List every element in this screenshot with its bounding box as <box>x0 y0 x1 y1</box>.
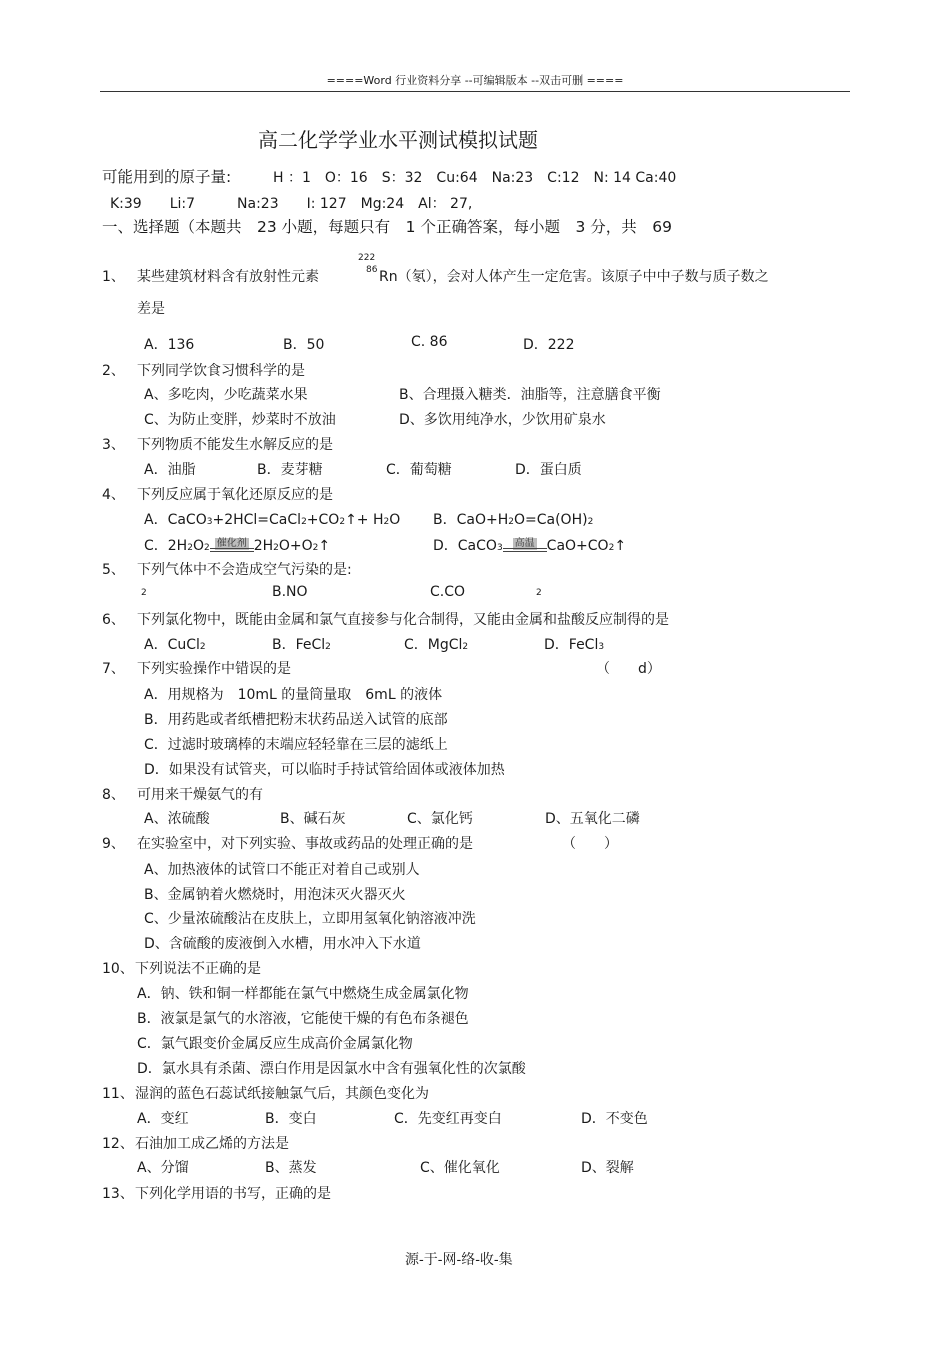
q1-option-b: B．50 <box>283 337 325 353</box>
q9-option-a: A、加热液体的试管口不能正对着自己或别人 <box>144 862 420 878</box>
q7-option-d: D．如果没有试管夹，可以临时手持试管给固体或液体加热 <box>144 762 505 778</box>
q12-number: 12、 <box>102 1136 134 1152</box>
q3-option-b: B．麦芽糖 <box>257 462 323 478</box>
q9-blank: （ ） <box>562 836 618 852</box>
q5-option-c: C.CO <box>430 584 466 600</box>
q10-option-b: B．液氯是氯气的水溶液，它能使干燥的有色布条褪色 <box>137 1011 469 1027</box>
q7-answer: （ d） <box>596 661 661 677</box>
high-temp-arrow: 高温 <box>503 538 547 550</box>
q3-option-c: C．葡萄糖 <box>386 462 452 478</box>
q9-option-d: D、含硫酸的废液倒入水槽，用水冲入下水道 <box>144 936 421 952</box>
q10-text: 下列说法不正确的是 <box>135 961 261 977</box>
q12-option-a: A、分馏 <box>137 1160 189 1176</box>
header-rule <box>100 91 850 92</box>
q9-option-c: C、少量浓硫酸沾在皮肤上，立即用氢氧化钠溶液冲洗 <box>144 911 476 927</box>
q3-number: 3、 <box>102 437 125 453</box>
q12-option-d: D、裂解 <box>581 1160 634 1176</box>
q2-option-c: C、为防止变胖，炒菜时不放油 <box>144 412 336 428</box>
q7-option-b: B．用药匙或者纸槽把粉末状药品送入试管的底部 <box>144 712 448 728</box>
q7-number: 7、 <box>102 661 125 677</box>
q1-text-a: 某些建筑材料含有放射性元素 <box>137 269 319 285</box>
q4-option-a: A．CaCO3+2HCl=CaCl2+CO2↑+ H2O <box>144 512 401 528</box>
q11-option-b: B．变白 <box>265 1111 317 1127</box>
q6-number: 6、 <box>102 612 125 628</box>
q7-option-a: A．用规格为 10mL 的量筒量取 6mL 的液体 <box>144 687 443 703</box>
q1-option-d: D．222 <box>523 337 575 353</box>
q1-option-c: C. 86 <box>411 334 448 350</box>
q9-text: 在实验室中，对下列实验、事故或药品的处理正确的是 <box>137 836 473 852</box>
q6-text: 下列氯化物中，既能由金属和氯气直接参与化合制得，又能由金属和盐酸反应制得的是 <box>137 612 669 628</box>
q6-option-a: A．CuCl2 <box>144 637 206 653</box>
q8-option-b: B、碱石灰 <box>280 811 346 827</box>
atomic-mass-line1: H ：1 O：16 S：32 Cu:64 Na:23 C:12 N: 14 Ca:40 <box>273 170 677 186</box>
q8-text: 可用来干燥氨气的有 <box>137 787 263 803</box>
q6-option-b: B．FeCl2 <box>272 637 331 653</box>
q7-option-c: C．过滤时玻璃棒的末端应轻轻靠在三层的滤纸上 <box>144 737 448 753</box>
catalyst-arrow: 催化剂 <box>210 538 254 550</box>
section-one-heading: 一、选择题（本题共 23 小题，每题只有 1 个正确答案，每小题 3 分，共 69 <box>102 218 672 236</box>
q12-option-c: C、催化氧化 <box>420 1160 500 1176</box>
q10-option-d: D．氯水具有杀菌、漂白作用是因氯水中含有强氧化性的次氯酸 <box>137 1061 526 1077</box>
q11-option-a: A．变红 <box>137 1111 189 1127</box>
q10-option-c: C．氯气跟变价金属反应生成高价金属氯化物 <box>137 1036 413 1052</box>
q8-number: 8、 <box>102 787 125 803</box>
q5-number: 5、 <box>102 562 125 578</box>
q5-option-d-sub: 2 <box>536 588 542 598</box>
q4-number: 4、 <box>102 487 125 503</box>
q1-atomic-number: 86 <box>366 265 378 275</box>
q4-option-d: D．CaCO3 高温 CaO+CO2↑ <box>433 538 627 554</box>
q2-option-a: A、多吃肉，少吃蔬菜水果 <box>144 387 308 403</box>
page-header: ====Word 行业资料分享 --可编辑版本 --双击可删 ==== <box>326 74 624 87</box>
q2-option-b: B、合理摄入糖类．油脂等，注意膳食平衡 <box>399 387 661 403</box>
q8-option-c: C、氯化钙 <box>407 811 473 827</box>
q8-option-d: D、五氧化二磷 <box>545 811 640 827</box>
q1-option-a: A．136 <box>144 337 195 353</box>
q3-text: 下列物质不能发生水解反应的是 <box>137 437 333 453</box>
q4-text: 下列反应属于氧化还原反应的是 <box>137 487 333 503</box>
q8-option-a: A、浓硫酸 <box>144 811 210 827</box>
q2-number: 2、 <box>102 363 125 379</box>
q13-text: 下列化学用语的书写，正确的是 <box>135 1186 331 1202</box>
q11-option-c: C．先变红再变白 <box>394 1111 502 1127</box>
q11-number: 11、 <box>102 1086 134 1102</box>
q5-text: 下列气体中不会造成空气污染的是: <box>137 562 352 578</box>
q1-text-b: Rn（氡），会对人体产生一定危害。该原子中中子数与质子数之 <box>379 269 769 285</box>
q7-text: 下列实验操作中错误的是 <box>137 661 291 677</box>
q1-number: 1、 <box>102 269 125 285</box>
q11-text: 湿润的蓝色石蕊试纸接触氯气后，其颜色变化为 <box>135 1086 429 1102</box>
page-footer: 源-于-网-络-收-集 <box>405 1252 513 1268</box>
q1-mass-number: 222 <box>358 253 376 263</box>
q9-option-b: B、金属钠着火燃烧时，用泡沫灭火器灭火 <box>144 887 406 903</box>
q6-option-c: C．MgCl2 <box>404 637 469 653</box>
q2-text: 下列同学饮食习惯科学的是 <box>137 363 305 379</box>
q9-number: 9、 <box>102 836 125 852</box>
q4-option-b: B．CaO+H2O=Ca(OH)2 <box>433 512 594 528</box>
exam-title: 高二化学学业水平测试模拟试题 <box>258 128 538 152</box>
q13-number: 13、 <box>102 1186 134 1202</box>
atomic-mass-label: 可能用到的原子量: <box>102 168 232 186</box>
q6-option-d: D．FeCl3 <box>544 637 605 653</box>
q1-text-c: 差是 <box>137 301 165 317</box>
q12-text: 石油加工成乙烯的方法是 <box>135 1136 289 1152</box>
q3-option-a: A．油脂 <box>144 462 196 478</box>
q10-option-a: A．钠、铁和铜一样都能在氯气中燃烧生成金属氯化物 <box>137 986 469 1002</box>
q5-option-a-sub: 2 <box>141 588 147 598</box>
atomic-mass-line2: K:39 Li:7 Na:23 I: 127 Mg:24 Al： 27, <box>110 196 473 212</box>
q3-option-d: D．蛋白质 <box>515 462 582 478</box>
q5-option-b: B.NO <box>272 584 308 600</box>
q2-option-d: D、多饮用纯净水，少饮用矿泉水 <box>399 412 606 428</box>
q12-option-b: B、蒸发 <box>265 1160 317 1176</box>
q4-option-c: C．2H2O2 催化剂 2H2O+O2↑ <box>144 538 331 554</box>
q10-number: 10、 <box>102 961 134 977</box>
q11-option-d: D．不变色 <box>581 1111 648 1127</box>
